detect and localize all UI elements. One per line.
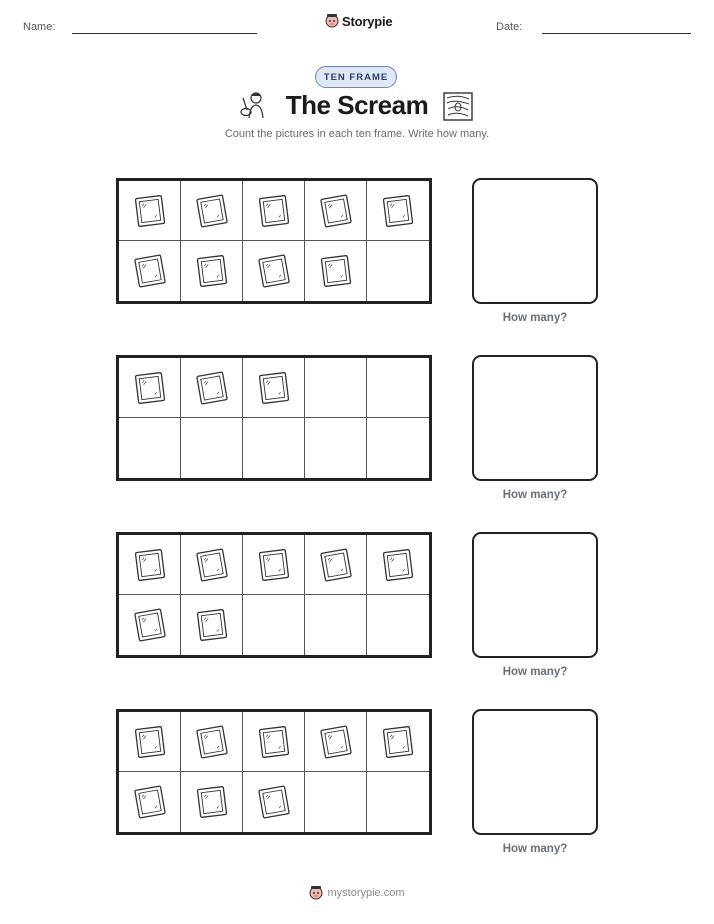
date-label: Date:: [496, 21, 523, 33]
canvas-icon: [318, 723, 354, 761]
ten-frame-cell: [119, 181, 181, 241]
canvas-icon: [380, 192, 416, 230]
ten-frame-cell: [305, 772, 367, 832]
brand-logo: [325, 13, 392, 29]
canvas-icon: [132, 252, 168, 290]
canvas-icon: [256, 369, 292, 407]
ten-frame-cell: [119, 772, 181, 832]
pig-mascot-icon: [325, 13, 339, 29]
ten-frame-cell: [243, 418, 305, 478]
ten-frame: [116, 178, 432, 304]
canvas-icon: [318, 192, 354, 230]
ten-frame-cell: [181, 535, 243, 595]
name-label: Name:: [23, 21, 56, 33]
answer-box[interactable]: [472, 709, 598, 835]
ten-frame-cell: [305, 181, 367, 241]
how-many-label: How many?: [502, 666, 568, 678]
ten-frame-cell: [119, 418, 181, 478]
ten-frame-cell: [305, 241, 367, 301]
canvas-icon: [194, 606, 230, 644]
canvas-icon: [194, 723, 230, 761]
canvas-icon: [194, 546, 230, 584]
footer: [0, 885, 714, 901]
canvas-icon: [132, 723, 168, 761]
brand-name: Storypie: [342, 13, 393, 29]
ten-frame-cell: [367, 772, 429, 832]
answer-box[interactable]: [472, 355, 598, 481]
ten-frame-cell: [181, 712, 243, 772]
how-many-label: How many?: [502, 843, 568, 855]
swirling-painting-icon: [443, 92, 473, 121]
ten-frame-cell: [305, 712, 367, 772]
ten-frame-cell: [119, 241, 181, 301]
canvas-icon: [256, 252, 292, 290]
ten-frame-cell: [119, 535, 181, 595]
canvas-icon: [132, 783, 168, 821]
ten-frame-cell: [243, 535, 305, 595]
ten-frame-cell: [119, 595, 181, 655]
ten-frame-cell: [367, 181, 429, 241]
canvas-icon: [194, 192, 230, 230]
ten-frame-cell: [181, 358, 243, 418]
ten-frame-cell: [119, 358, 181, 418]
answer-box[interactable]: [472, 532, 598, 658]
ten-frame-cell: [305, 418, 367, 478]
canvas-icon: [194, 369, 230, 407]
ten-frame-cell: [367, 712, 429, 772]
ten-frame-cell: [181, 241, 243, 301]
ten-frame-cell: [367, 535, 429, 595]
worksheet-type-badge: TEN FRAME: [315, 66, 397, 88]
canvas-icon: [256, 783, 292, 821]
how-many-label: How many?: [502, 489, 568, 501]
canvas-icon: [380, 723, 416, 761]
ten-frame: [116, 532, 432, 658]
canvas-icon: [380, 546, 416, 584]
ten-frame-cell: [243, 595, 305, 655]
ten-frame: [116, 709, 432, 835]
name-line[interactable]: [72, 33, 257, 34]
date-line[interactable]: [542, 33, 691, 34]
canvas-icon: [132, 546, 168, 584]
ten-frame-cell: [305, 595, 367, 655]
ten-frame-cell: [367, 241, 429, 301]
ten-frame-cell: [243, 712, 305, 772]
ten-frame-cell: [305, 535, 367, 595]
ten-frame-cell: [181, 595, 243, 655]
canvas-icon: [318, 252, 354, 290]
answer-box[interactable]: [472, 178, 598, 304]
canvas-icon: [132, 369, 168, 407]
canvas-icon: [194, 252, 230, 290]
canvas-icon: [256, 723, 292, 761]
ten-frame-cell: [243, 358, 305, 418]
canvas-icon: [132, 192, 168, 230]
canvas-icon: [132, 606, 168, 644]
ten-frame-cell: [367, 595, 429, 655]
footer-url: mystorypie.com: [327, 887, 405, 899]
instructions: Count the pictures in each ten frame. Write how many.: [224, 128, 490, 140]
ten-frame-cell: [367, 358, 429, 418]
ten-frame: [116, 355, 432, 481]
canvas-icon: [318, 546, 354, 584]
pig-mascot-icon: [309, 885, 323, 901]
ten-frame-cell: [181, 772, 243, 832]
ten-frame-cell: [243, 241, 305, 301]
worksheet-title: The Scream: [285, 90, 429, 120]
ten-frame-cell: [243, 181, 305, 241]
ten-frame-cell: [305, 358, 367, 418]
ten-frame-cell: [367, 418, 429, 478]
canvas-icon: [194, 783, 230, 821]
canvas-icon: [256, 192, 292, 230]
how-many-label: How many?: [502, 312, 568, 324]
ten-frame-cell: [119, 712, 181, 772]
ten-frame-cell: [181, 418, 243, 478]
ten-frame-cell: [181, 181, 243, 241]
canvas-icon: [256, 546, 292, 584]
ten-frame-cell: [243, 772, 305, 832]
